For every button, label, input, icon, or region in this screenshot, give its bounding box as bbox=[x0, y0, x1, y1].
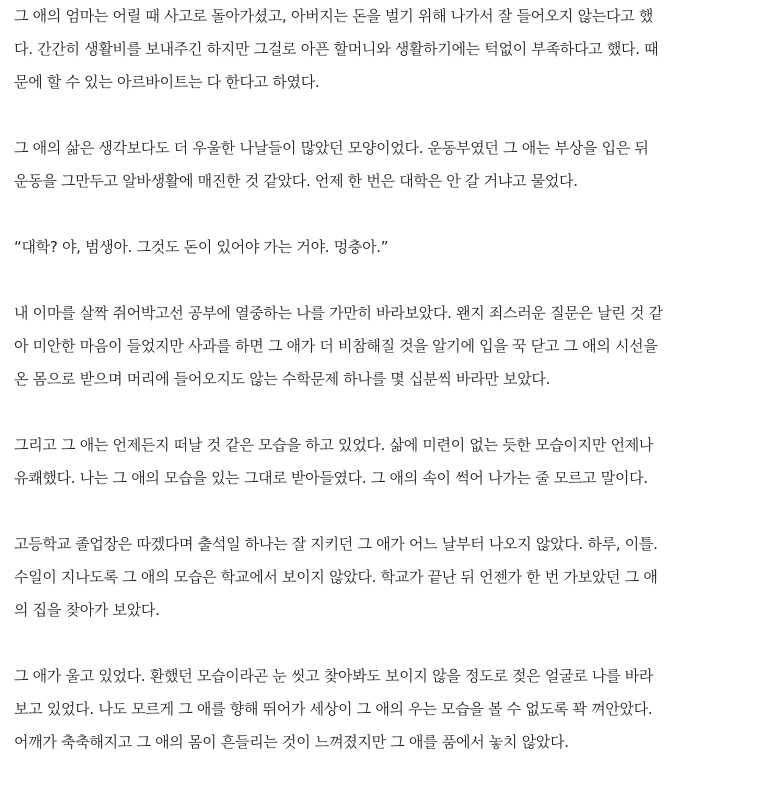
text-line: 그 애의 엄마는 어릴 때 사고로 돌아가셨고, 아버지는 돈을 벌기 위해 나가서 잘 들어오지 않는다고 했 bbox=[14, 7, 654, 25]
text-line: 그리고 그 애는 언제든지 떠날 것 같은 모습을 하고 있었다. 삶에 미련이 없는 듯한 모습이지만 언제나 bbox=[14, 436, 654, 454]
paragraph-gap bbox=[14, 264, 758, 297]
text-line: 내 이마를 살짝 쥐어박고선 공부에 열중하는 나를 가만히 바라보았다. 왠지 죄스러운 질문은 날린 것 같 bbox=[14, 304, 663, 322]
paragraph-gap bbox=[14, 495, 758, 528]
paragraph-3-dialogue bbox=[14, 231, 758, 264]
text-line: 그 애의 삶은 생각보다도 더 우울한 나날들이 많았던 모양이었다. 운동부였던 그 애는 부상을 입은 뒤 bbox=[14, 139, 649, 157]
paragraph-5 bbox=[14, 429, 758, 495]
text-line: 다. 간간히 생활비를 보내주긴 하지만 그걸로 아픈 할머니와 생활하기에는 턱없이 부족하다고 했다. 때 bbox=[14, 40, 659, 58]
paragraph-gap bbox=[14, 198, 758, 231]
text-line: 의 집을 찾아가 보았다. bbox=[14, 601, 160, 619]
text-line: 고등학교 졸업장은 따겠다며 출석일 하나는 잘 지키던 그 애가 어느 날부터 나오지 않았다. 하루, 이틀. bbox=[14, 535, 658, 553]
text-line: “대학? 야, 범생아. 그것도 돈이 있어야 가는 거야. 멍충아.” bbox=[14, 238, 389, 256]
paragraph-6 bbox=[14, 528, 758, 627]
text-line: 아 미안한 마음이 들었지만 사과를 하면 그 애가 더 비참해질 것을 알기에 입을 꾹 닫고 그 애의 시선을 bbox=[14, 337, 658, 355]
text-line: 그 애가 울고 있었다. 환했던 모습이라곤 눈 씻고 찾아봐도 보이지 않을 정도로 젖은 얼굴로 나를 바라 bbox=[14, 667, 654, 685]
text-line: 보고 있었다. 나도 모르게 그 애를 향해 뛰어가 세상이 그 애의 우는 모습을 볼 수 없도록 꽉 껴안았다. bbox=[14, 700, 653, 718]
text-line: 문에 할 수 있는 아르바이트는 다 한다고 하였다. bbox=[14, 73, 320, 91]
text-line: 온 몸으로 받으며 머리에 들어오지도 않는 수학문제 하나를 몇 십분씩 바라만 보았다. bbox=[14, 370, 551, 388]
paragraph-gap bbox=[14, 627, 758, 660]
text-line: 운동을 그만두고 알바생활에 매진한 것 같았다. 언제 한 번은 대학은 안 갈 거냐고 물었다. bbox=[14, 172, 578, 190]
text-line: 어깨가 축축해지고 그 애의 몸이 흔들리는 것이 느껴졌지만 그 애를 품에서 놓치 않았다. bbox=[14, 733, 569, 751]
paragraph-gap bbox=[14, 99, 758, 132]
document-body bbox=[14, 0, 758, 759]
text-line: 수일이 지나도록 그 애의 모습은 학교에서 보이지 않았다. 학교가 끝난 뒤 언젠가 한 번 가보았던 그 애 bbox=[14, 568, 658, 586]
text-line: 유쾌했다. 나는 그 애의 모습을 있는 그대로 받아들였다. 그 애의 속이 썩어 나가는 줄 모르고 말이다. bbox=[14, 469, 648, 487]
paragraph-1 bbox=[14, 0, 758, 99]
paragraph-gap bbox=[14, 396, 758, 429]
paragraph-4 bbox=[14, 297, 758, 396]
paragraph-7 bbox=[14, 660, 758, 759]
paragraph-2 bbox=[14, 132, 758, 198]
